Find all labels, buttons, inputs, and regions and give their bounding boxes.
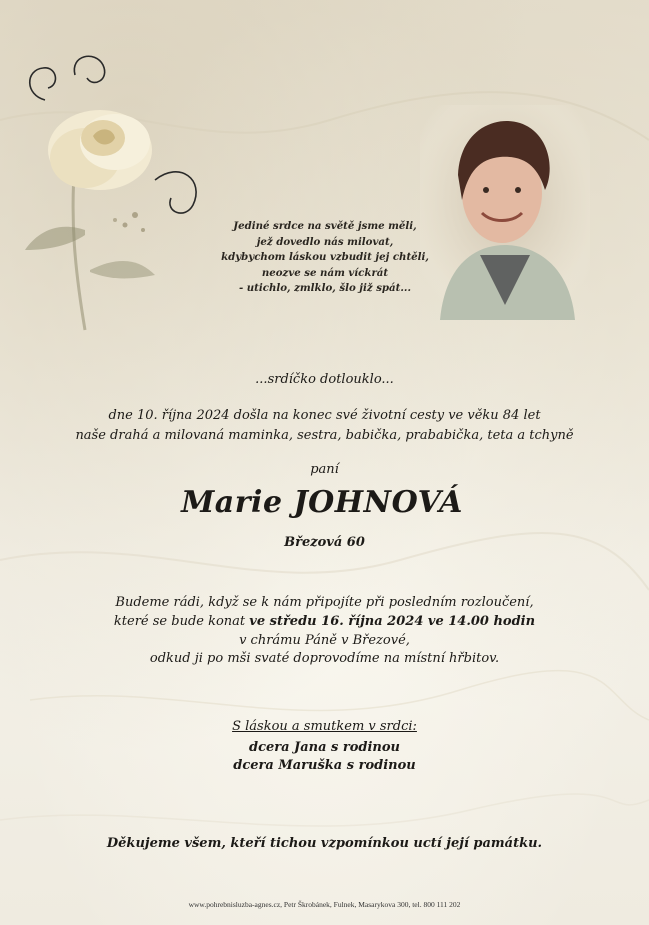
deceased-address: Březová 60	[284, 535, 365, 550]
funeral-line-4: odkud ji po mši svaté doprovodíme na místní hřbitov.	[149, 651, 500, 666]
poem-line: jež dovedlo nás milovat,	[256, 235, 394, 248]
funeral-line-2	[0, 614, 649, 629]
death-announcement-line-2: naše drahá a milovaná maminka, sestra, babička, prababička, teta a tchyně	[75, 428, 574, 443]
poem-line: neozve se nám víckrát	[261, 266, 389, 279]
funeral-date-time: ve středu 16. října 2024 ve 14.00 hodin	[249, 614, 536, 629]
poem	[215, 219, 435, 297]
intro-text: ...srdíčko dotlouklo...	[255, 372, 394, 387]
poem-line: Jediné srdce na světě jsme měli,	[233, 220, 417, 232]
portrait-photo	[420, 105, 590, 320]
death-announcement-line-1: dne 10. října 2024 došla na konec své životní cesty ve věku 84 let	[108, 408, 541, 423]
mourner-entry: dcera Jana s rodinou	[248, 740, 401, 755]
poem-line: kdybychom láskou vzbudit jej chtěli,	[221, 251, 429, 263]
mourner-entry: dcera Maruška s rodinou	[233, 758, 416, 773]
poem-line: - utichlo, zmlklo, šlo již spát...	[238, 282, 412, 294]
thanks-text: Děkujeme všem, kteří tichou vzpomínkou uctí její památku.	[106, 836, 543, 851]
honorific: paní	[310, 462, 339, 477]
deceased-name: Marie JOHNOVÁ	[181, 485, 463, 520]
funeral-line-3: v chrámu Páně v Březové,	[239, 633, 410, 648]
footer-contact: www.pohrebnisluzba-agnes.cz, Petr Škrobánek, Fulnek, Masarykova 300, tel. 800 111 202	[188, 900, 461, 909]
mourners-title: S láskou a smutkem v srdci:	[232, 719, 417, 734]
funeral-line-1: Budeme rádi, když se k nám připojíte při posledním rozloučení,	[115, 595, 534, 610]
funeral-line-2-prefix: které se bude konat	[113, 614, 250, 629]
rose-illustration	[15, 40, 215, 340]
